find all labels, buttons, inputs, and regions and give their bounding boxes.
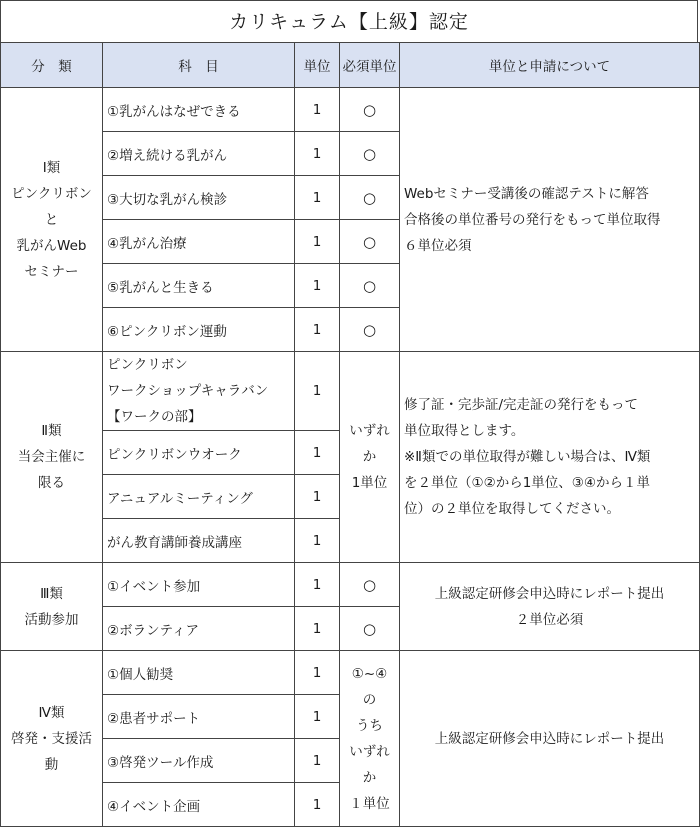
category-2 — [1, 352, 103, 563]
category-1 — [1, 88, 103, 352]
subject-unit: 1 — [295, 220, 340, 264]
subject-name: ①個人勧奨 — [103, 651, 295, 695]
subject-line: 【ワークの部】 — [107, 409, 202, 425]
category-line: 乳がんWeb — [16, 237, 87, 254]
subject-unit: 1 — [295, 88, 340, 132]
category-4 — [1, 651, 103, 827]
required-line: か — [362, 769, 377, 786]
subject-required-mark: ○ — [340, 176, 400, 220]
table-row — [1, 88, 700, 132]
subject-required-mark: ○ — [340, 607, 400, 651]
note-line: 位）の２単位を取得してください。 — [404, 501, 620, 517]
subject-unit: 1 — [295, 607, 340, 651]
required-line: いずれ — [349, 423, 390, 439]
subject-name: ピンクリボンウオーク — [103, 431, 295, 475]
header-row — [1, 43, 700, 88]
subject-required-mark: ○ — [340, 308, 400, 352]
note-4 — [400, 651, 700, 827]
category-line: 啓発・支援活 — [11, 730, 92, 747]
note-1 — [400, 88, 700, 352]
header-unit: 単位 — [295, 43, 340, 88]
subject-unit: 1 — [295, 519, 340, 563]
category-line: Ⅳ類 — [38, 704, 65, 721]
subject-line: ワークショップキャラバン — [107, 383, 269, 399]
header-note: 単位と申請について — [400, 43, 700, 88]
table-row — [1, 352, 700, 431]
subject-unit: 1 — [295, 739, 340, 783]
required-line: の — [362, 691, 377, 708]
note-line: 単位取得とします。 — [404, 423, 525, 439]
subject-unit: 1 — [295, 176, 340, 220]
note-3 — [400, 563, 700, 651]
note-line: 上級認定研修会申込時にレポート提出 — [434, 730, 665, 747]
subject-name: ②患者サポート — [103, 695, 295, 739]
subject-required-mark: ○ — [340, 88, 400, 132]
category-line: ピンクリボン — [11, 185, 92, 202]
required-line: か — [362, 449, 377, 465]
subject-unit: 1 — [295, 475, 340, 519]
note-line: Webセミナー受講後の確認テストに解答 — [404, 185, 649, 202]
category-line: Ⅱ類 — [41, 423, 62, 439]
required-line: １単位 — [349, 795, 390, 812]
category-line: 活動参加 — [24, 611, 79, 628]
subject-unit: 1 — [295, 695, 340, 739]
note-line: ６単位必須 — [404, 237, 472, 254]
subject-name: ⑥ピンクリボン運動 — [103, 308, 295, 352]
category-line: 当会主催に — [17, 449, 86, 465]
required-units-2 — [340, 352, 400, 563]
subject-name: ②増え続ける乳がん — [103, 132, 295, 176]
note-2 — [400, 352, 700, 563]
subject-unit: 1 — [295, 264, 340, 308]
subject-line: ピンクリボン — [107, 357, 188, 373]
subject-required-mark: ○ — [340, 563, 400, 607]
subject-unit: 1 — [295, 651, 340, 695]
subject-name: アニュアルミーティング — [103, 475, 295, 519]
category-line: Ⅰ類 — [42, 159, 61, 176]
subject-required-mark: ○ — [340, 132, 400, 176]
category-line: 限る — [38, 475, 65, 491]
subject-name: ①イベント参加 — [103, 563, 295, 607]
note-line: ２単位必須 — [515, 611, 584, 628]
subject-unit: 1 — [295, 352, 340, 431]
subject-name: ④イベント企画 — [103, 783, 295, 827]
table-row — [1, 651, 700, 695]
subject-name: ⑤乳がんと生きる — [103, 264, 295, 308]
header-subject: 科 目 — [103, 43, 295, 88]
required-units-4 — [340, 651, 400, 827]
note-line: を２単位（①②から1単位、③④から１単 — [404, 475, 650, 491]
subject-unit: 1 — [295, 783, 340, 827]
required-line: 1単位 — [351, 475, 388, 491]
subject-name: ④乳がん治療 — [103, 220, 295, 264]
note-line: 上級認定研修会申込時にレポート提出 — [434, 585, 665, 602]
table-row — [1, 563, 700, 607]
note-line: 合格後の単位番号の発行をもって単位取得 — [404, 211, 661, 228]
required-line: うち — [356, 717, 383, 734]
subject-name: ①乳がんはなぜできる — [103, 88, 295, 132]
subject-unit: 1 — [295, 563, 340, 607]
subject-required-mark: ○ — [340, 220, 400, 264]
category-line: Ⅲ類 — [40, 585, 63, 602]
header-category: 分 類 — [1, 43, 103, 88]
subject-name: ③大切な乳がん検診 — [103, 176, 295, 220]
subject-name: ③啓発ツール作成 — [103, 739, 295, 783]
note-line: 修了証・完歩証/完走証の発行をもって — [404, 397, 639, 413]
required-line: いずれ — [349, 743, 390, 760]
category-line: セミナー — [24, 263, 79, 280]
subject-unit: 1 — [295, 308, 340, 352]
category-3 — [1, 563, 103, 651]
curriculum-table — [0, 42, 700, 827]
page-title: カリキュラム【上級】認定 — [0, 0, 698, 42]
header-required: 必須単位 — [340, 43, 400, 88]
subject-name: ②ボランティア — [103, 607, 295, 651]
note-line: ※Ⅱ類での単位取得が難しい場合は、Ⅳ類 — [404, 449, 651, 465]
subject-unit: 1 — [295, 431, 340, 475]
subject-unit: 1 — [295, 132, 340, 176]
category-line: 動 — [44, 756, 59, 773]
required-line: ①~④ — [351, 665, 388, 682]
subject-name: がん教育講師養成講座 — [103, 519, 295, 563]
subject-required-mark: ○ — [340, 264, 400, 308]
subject-name — [103, 352, 295, 431]
category-line: と — [44, 211, 59, 228]
